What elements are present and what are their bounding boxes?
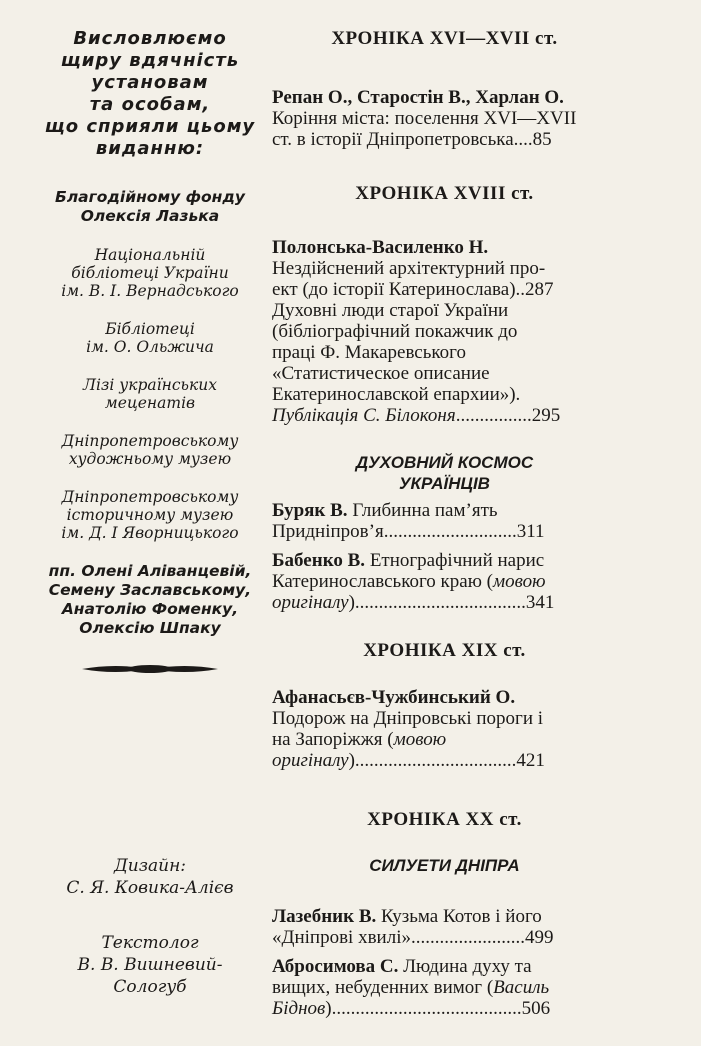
entry-title-line: «Дніпрові хвилі»........................499 xyxy=(272,927,554,948)
recipient-line: меценатів xyxy=(104,394,196,412)
recipient-foundation xyxy=(30,188,270,226)
entry-note: оригіналу xyxy=(272,592,349,613)
entry-publication-line xyxy=(272,405,617,426)
recipient-line: ім. О. Ольжича xyxy=(86,338,214,356)
entry-note: мовою xyxy=(493,571,546,592)
entry-title-line: ст. в історії Дніпропетровська....85 xyxy=(272,129,552,150)
recipient-line: бібліотеці України xyxy=(71,264,229,282)
entry-title-line xyxy=(272,550,617,571)
recipient-line: Олексію Шпаку xyxy=(79,619,221,637)
ack-line: Висловлюємо xyxy=(73,28,227,49)
recipient-patrons-league xyxy=(30,376,270,412)
contents-column xyxy=(272,28,617,1019)
recipient-line: Національній xyxy=(94,246,206,264)
entry-title: Глибинна пам’ять xyxy=(347,500,498,521)
design-role: Дизайн: xyxy=(113,856,187,876)
entry-title: на Запоріжжя ( xyxy=(272,729,394,750)
design-name: С. Я. Ковика-Алієв xyxy=(66,878,234,898)
entry-title-line: Коріння міста: поселення XVI—XVII xyxy=(272,108,577,129)
contents-entry xyxy=(272,237,617,426)
entry-title-line: Нездійснений архітектурний про- xyxy=(272,258,546,279)
entry-title-line: ект (до історії Катеринослава)..287 xyxy=(272,279,554,300)
recipient-line: історичному музею xyxy=(66,506,234,524)
entry-title-line xyxy=(272,571,617,592)
entry-publisher: Публікація С. Білоконя xyxy=(272,405,456,426)
entry-author: Бабенко В. xyxy=(272,550,366,571)
entry-title-line: Духовні люди старої України xyxy=(272,300,509,321)
entry-title-line xyxy=(272,729,617,750)
recipient-line: художньому музею xyxy=(68,450,232,468)
textologist-name: В. В. Вишневий- xyxy=(77,955,223,975)
entry-title-line xyxy=(272,592,617,613)
recipient-line: Лізі українських xyxy=(83,376,217,394)
entry-author: Афанасьєв-Чужбинський О. xyxy=(272,687,516,708)
ack-line: що сприяли цьому xyxy=(44,116,256,137)
recipient-line: пп. Олені Аліванцевій, xyxy=(48,562,252,580)
acknowledgements-column xyxy=(30,28,270,678)
entry-author: Абросимова С. xyxy=(272,956,399,977)
section-heading: СИЛУЕТИ ДНІПРА xyxy=(369,856,520,875)
ack-line: установам xyxy=(91,72,209,93)
entry-title-line xyxy=(272,956,617,977)
entry-page: )..................................421 xyxy=(348,750,545,771)
contents-entry xyxy=(272,500,617,542)
acknowledgement-text xyxy=(30,28,270,160)
entry-page: ................295 xyxy=(455,405,561,426)
entry-title-line xyxy=(272,998,617,1019)
entry-author: Лазебник В. xyxy=(272,906,377,927)
entry-title-line: (бібліографічний покажчик до xyxy=(272,321,518,342)
section-heading: ХРОНІКА XIX ст. xyxy=(363,640,526,661)
ack-line: щиру вдячність xyxy=(60,50,240,71)
entry-title-line: Екатеринославской епархии»). xyxy=(272,384,521,405)
recipient-line: Дніпропетровському xyxy=(61,432,239,450)
recipient-line: ім. Д. І Яворницького xyxy=(61,524,239,542)
entry-note: Біднов xyxy=(272,998,326,1019)
entry-author: Репан О., Старостін В., Харлан О. xyxy=(272,87,564,108)
design-credit xyxy=(30,855,270,899)
recipient-history-museum xyxy=(30,488,270,542)
contents-entry xyxy=(272,550,617,613)
entry-title-line: праці Ф. Макаревського xyxy=(272,342,466,363)
ack-line: та особам, xyxy=(89,94,211,115)
entry-title-line xyxy=(272,977,617,998)
recipient-national-library xyxy=(30,246,270,300)
textologist-credit xyxy=(30,932,270,998)
entry-title-line: Подорож на Дніпровські пороги і xyxy=(272,708,544,729)
entry-title-line xyxy=(272,906,617,927)
contents-entry xyxy=(272,87,617,150)
entry-author: Полонська-Василенко Н. xyxy=(272,237,489,258)
recipient-line: Семену Заславському, xyxy=(48,581,252,599)
entry-title: Катеринославського краю ( xyxy=(272,571,493,592)
ack-line: виданню: xyxy=(95,138,205,159)
recipient-line: Бібліотеці xyxy=(105,320,195,338)
recipient-art-museum xyxy=(30,432,270,468)
textologist-name: Сологуб xyxy=(113,977,187,997)
entry-note: оригіналу xyxy=(272,750,349,771)
section-heading: ХРОНІКА XVIII ст. xyxy=(355,183,534,204)
section-heading-line: ДУХОВНИЙ КОСМОС xyxy=(355,453,534,472)
contents-entry xyxy=(272,687,617,771)
entry-title-line xyxy=(272,500,617,521)
recipient-line: Дніпропетровському xyxy=(61,488,239,506)
entry-note: Василь xyxy=(493,977,550,998)
contents-entry xyxy=(272,906,617,948)
entry-title: вищих, небуденних вимог ( xyxy=(272,977,494,998)
entry-title-line: «Статистическое описание xyxy=(272,363,490,384)
entry-page: )........................................506 xyxy=(325,998,551,1019)
ornament-divider-icon xyxy=(80,660,220,678)
section-heading-line: УКРАЇНЦІВ xyxy=(399,474,490,493)
entry-title: Людина духу та xyxy=(398,956,532,977)
entry-note: мовою xyxy=(393,729,447,750)
recipient-persons xyxy=(30,562,270,638)
entry-page: )....................................341 xyxy=(348,592,555,613)
recipient-olzhych-library xyxy=(30,320,270,356)
entry-title-line xyxy=(272,750,617,771)
entry-title-line: Придніпров’я............................311 xyxy=(272,521,545,542)
textologist-role: Текстолог xyxy=(101,933,199,953)
section-heading: ХРОНІКА XX ст. xyxy=(367,809,522,830)
recipient-line: Благодійному фонду xyxy=(55,188,245,206)
entry-title: Кузьма Котов і його xyxy=(376,906,542,927)
recipient-line: Анатолію Фоменку, xyxy=(61,600,239,618)
recipient-line: ім. В. І. Вернадського xyxy=(61,282,239,300)
section-heading: ХРОНІКА XVI—XVII ст. xyxy=(331,28,558,49)
entry-title: Етнографічний нарис xyxy=(365,550,545,571)
recipient-line: Олексія Лазька xyxy=(80,207,220,225)
entry-author: Буряк В. xyxy=(272,500,348,521)
section-heading xyxy=(272,452,617,494)
contents-entry xyxy=(272,956,617,1019)
